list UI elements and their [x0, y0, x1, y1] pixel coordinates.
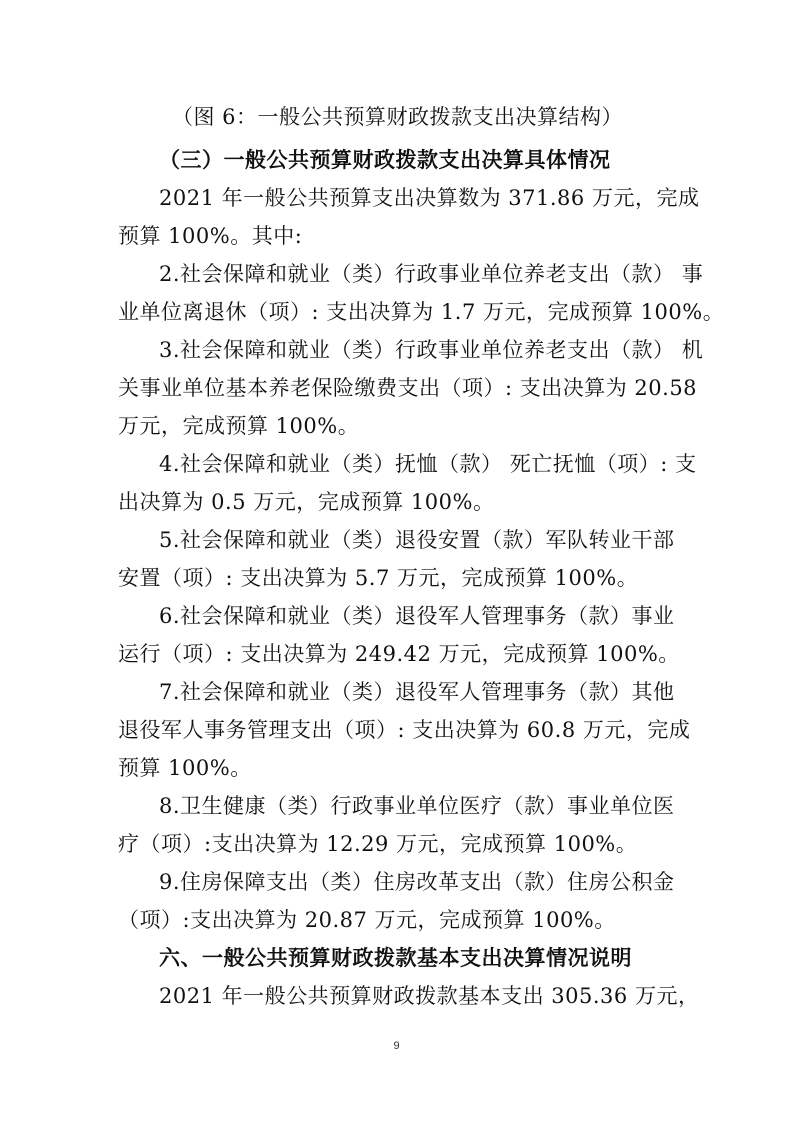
item-8-line-1: 8.卫生健康（类）行政事业单位医疗（款）事业单位医	[159, 794, 675, 818]
page-number: 9	[393, 1040, 400, 1052]
item-9-line-1: 9.住房保障支出（类）住房改革支出（款）住房公积金	[159, 870, 675, 894]
item-6-line-1: 6.社会保障和就业（类）退役军人管理事务（款）事业	[159, 604, 675, 628]
summary-line-2: 预算 100%。其中:	[118, 224, 303, 248]
item-9-line-2: （项）:支出决算为 20.87 万元，完成预算 100%。	[118, 908, 616, 932]
item-4-line-1: 4.社会保障和就业（类）抚恤（款） 死亡抚恤（项）: 支	[159, 452, 697, 476]
item-6-line-2: 运行（项）: 支出决算为 249.42 万元，完成预算 100%。	[118, 642, 680, 666]
summary-line-1: 2021 年一般公共预算支出决算数为 371.86 万元，完成	[159, 186, 700, 210]
item-2-line-2: 业单位离退休（项）: 支出决算为 1.7 万元，完成预算 100%。	[118, 300, 725, 324]
item-3-line-1: 3.社会保障和就业（类）行政事业单位养老支出（款） 机	[159, 338, 704, 362]
figure-caption: （图 6：一般公共预算财政拨款支出决算结构）	[172, 105, 624, 129]
item-3-line-2: 关事业单位基本养老保险缴费支出（项）: 支出决算为 20.58	[118, 376, 698, 400]
item-4-line-2: 出决算为 0.5 万元，完成预算 100%。	[118, 490, 495, 514]
item-8-line-2: 疗（项）:支出决算为 12.29 万元，完成预算 100%。	[118, 832, 638, 856]
item-2-line-1: 2.社会保障和就业（类）行政事业单位养老支出（款） 事	[159, 262, 704, 286]
item-5-line-1: 5.社会保障和就业（类）退役安置（款）军队转业干部	[159, 528, 675, 552]
section-heading-6: 六、一般公共预算财政拨款基本支出决算情况说明	[159, 946, 632, 970]
section-heading-3: （三）一般公共预算财政拨款支出决算具体情况	[159, 148, 611, 172]
item-7-line-2: 退役军人事务管理支出（项）: 支出决算为 60.8 万元，完成	[118, 718, 691, 742]
item-7-line-3: 预算 100%。	[118, 756, 252, 780]
item-5-line-2: 安置（项）: 支出决算为 5.7 万元，完成预算 100%。	[118, 566, 639, 590]
item-3-line-3: 万元，完成预算 100%。	[118, 414, 360, 438]
basic-expenditure-line-1: 2021 年一般公共预算财政拨款基本支出 305.36 万元，	[159, 984, 700, 1008]
item-7-line-1: 7.社会保障和就业（类）退役军人管理事务（款）其他	[159, 680, 675, 704]
